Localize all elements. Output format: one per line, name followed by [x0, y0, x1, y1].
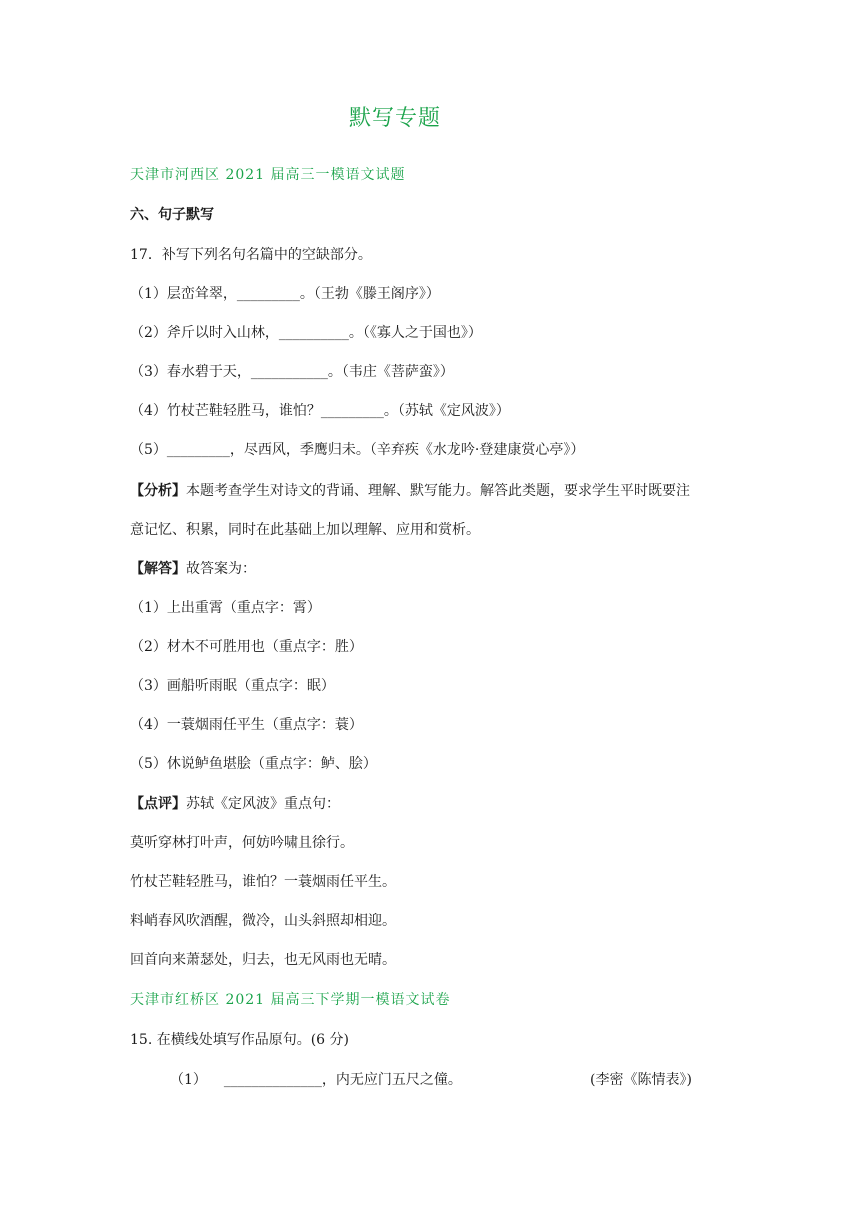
comment-intro: 苏轼《定风波》重点句：: [186, 796, 340, 812]
section2-item-1-text: ______________，内无应门五尺之僮。: [223, 1072, 462, 1088]
answer-item-3: （3）画船听雨眠（重点字：眠）: [130, 678, 335, 694]
question-item-4: （4）竹杖芒鞋轻胜马，谁怕？_________。（苏轼《定风波》）: [130, 403, 510, 419]
comment-paragraph: [130, 794, 340, 814]
answer-label: 【解答】: [130, 561, 186, 577]
section2-item-1: [170, 1070, 462, 1090]
answer-item-4: （4）一蓑烟雨任平生（重点字：蓑）: [130, 717, 363, 733]
analysis-paragraph-line1: [130, 481, 690, 501]
section2-item-1-number: （1）: [170, 1072, 207, 1088]
section2-question: 15. 在横线处填写作品原句。(6 分): [130, 1032, 349, 1048]
answer-paragraph: [130, 559, 256, 579]
section2-item-1-source: (李密《陈情表》): [590, 1072, 692, 1088]
analysis-paragraph-line2: 意记忆、积累，同时在此基础上加以理解、应用和赏析。: [130, 522, 480, 538]
question-item-5: （5）_________，尽西风，季鹰归未。（辛弃疾《水龙吟·登建康赏心亭》）: [130, 442, 585, 458]
poem-line-3: 料峭春风吹酒醒，微冷，山头斜照却相迎。: [130, 913, 396, 929]
answer-intro: 故答案为：: [186, 561, 256, 577]
section2-source: 天津市红桥区 2021 届高三下学期一模语文试卷: [130, 992, 451, 1008]
answer-item-1: （1）上出重霄（重点字：霄）: [130, 600, 321, 616]
poem-line-1: 莫听穿林打叶声，何妨吟啸且徐行。: [130, 835, 354, 851]
answer-item-5: （5）休说鲈鱼堪脍（重点字：鲈、脍）: [130, 756, 377, 772]
comment-label: 【点评】: [130, 796, 186, 812]
document-title: 默写专题: [348, 106, 441, 131]
question-item-2: （2）斧斤以时入山林，__________。（《寡人之于国也》）: [130, 325, 482, 341]
section1-heading: 六、句子默写: [130, 207, 214, 223]
poem-line-4: 回首向来萧瑟处，归去，也无风雨也无晴。: [130, 952, 396, 968]
question-item-1: （1）层峦耸翠，_________。（王勃《滕王阁序》）: [130, 286, 440, 302]
question-item-3: （3）春水碧于天，___________。（韦庄《菩萨蛮》）: [130, 364, 454, 380]
answer-item-2: （2）材木不可胜用也（重点字：胜）: [130, 639, 363, 655]
section1-question: 17．补写下列名句名篇中的空缺部分。: [130, 247, 372, 263]
poem-line-2: 竹杖芒鞋轻胜马，谁怕？一蓑烟雨任平生。: [130, 874, 396, 890]
analysis-text-1: 本题考查学生对诗文的背诵、理解、默写能力。解答此类题，要求学生平时既要注: [186, 483, 690, 499]
analysis-label: 【分析】: [130, 483, 186, 499]
section1-source: 天津市河西区 2021 届高三一模语文试题: [130, 167, 406, 183]
